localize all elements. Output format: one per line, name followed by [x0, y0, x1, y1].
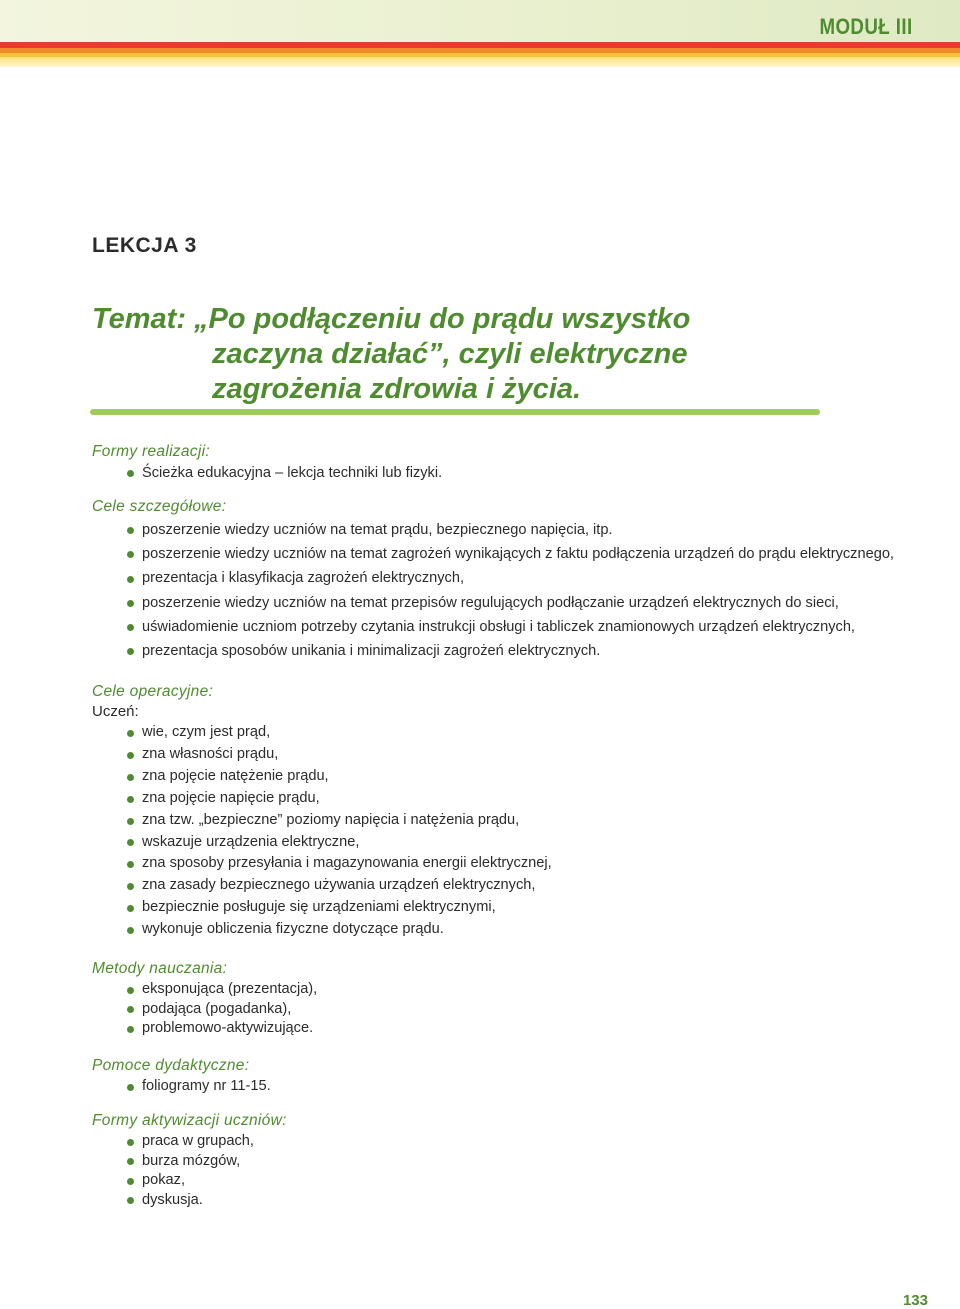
bullet-icon	[127, 1026, 134, 1033]
section-title: Metody nauczania:	[92, 960, 228, 977]
list-item: wskazuje urządzenia elektryczne,	[92, 832, 552, 854]
topic-title	[92, 302, 690, 407]
bullet-icon	[127, 905, 134, 912]
page-number: 133	[902, 1292, 928, 1309]
list-item: zna sposoby przesyłania i magazynowania energii elektrycznej,	[92, 853, 552, 875]
bullet-icon	[127, 752, 134, 759]
topic-line-2: zaczyna działać”, czyli elektryczne	[212, 338, 688, 370]
bullet-icon	[127, 730, 134, 737]
section-title: Cele szczegółowe:	[92, 498, 227, 515]
list-item: podająca (pogadanka),	[92, 1000, 317, 1020]
section-forms	[92, 443, 442, 483]
section-title: Formy aktywizacji uczniów:	[92, 1112, 287, 1129]
list-item: prezentacja sposobów unikania i minimalizacji zagrożeń elektrycznych.	[92, 639, 894, 663]
list-item: wie, czym jest prąd,	[92, 722, 552, 744]
list-item: zna własności prądu,	[92, 744, 552, 766]
list-item: zna tzw. „bezpieczne” poziomy napięcia i natężenia prądu,	[92, 810, 552, 832]
bullet-icon	[127, 818, 134, 825]
bullet-icon	[127, 1178, 134, 1185]
subject-label: Uczeń:	[92, 703, 139, 720]
forms-list	[92, 463, 442, 483]
list-item: poszerzenie wiedzy uczniów na temat prądu, bezpiecznego napięcia, itp.	[92, 518, 894, 542]
topic-line-1: Temat: „Po podłączeniu do prądu wszystko	[92, 303, 691, 335]
section-title: Pomoce dydaktyczne:	[92, 1057, 250, 1074]
bullet-icon	[127, 576, 134, 583]
list-item: Ścieżka edukacyjna – lekcja techniki lub fizyki.	[92, 463, 442, 483]
section-specific-goals	[92, 498, 894, 663]
list-item: pokaz,	[92, 1171, 287, 1191]
bullet-icon	[127, 624, 134, 631]
operational-goals-list	[92, 722, 552, 941]
list-item: poszerzenie wiedzy uczniów na temat zagrożeń wynikających z faktu podłączenia urządzeń do prądu elektrycznego,	[92, 542, 894, 566]
list-item: poszerzenie wiedzy uczniów na temat przepisów regulujących podłączanie urządzeń elektrycznych do sieci,	[92, 591, 894, 615]
methods-list	[92, 980, 317, 1039]
bullet-icon	[127, 861, 134, 868]
bullet-icon	[127, 839, 134, 846]
bullet-icon	[127, 1139, 134, 1146]
bullet-icon	[127, 1158, 134, 1165]
list-item: eksponująca (prezentacja),	[92, 980, 317, 1000]
bullet-icon	[127, 1006, 134, 1013]
list-item: problemowo-aktywizujące.	[92, 1019, 317, 1039]
bullet-icon	[127, 551, 134, 558]
bullet-icon	[127, 648, 134, 655]
bullet-icon	[127, 883, 134, 890]
section-title: Cele operacyjne:	[92, 683, 214, 700]
section-aids	[92, 1057, 271, 1097]
list-item: zna pojęcie natężenie prądu,	[92, 766, 552, 788]
list-item: prezentacja i klasyfikacja zagrożeń elektrycznych,	[92, 566, 894, 590]
aids-list	[92, 1077, 271, 1097]
list-item: zna zasady bezpiecznego używania urządzeń elektrycznych,	[92, 875, 552, 897]
section-operational-goals	[92, 683, 552, 941]
topic-line-3: zagrożenia zdrowia i życia.	[212, 373, 582, 405]
bullet-icon	[127, 470, 134, 477]
list-item: burza mózgów,	[92, 1152, 287, 1172]
bullet-icon	[127, 987, 134, 994]
lesson-heading: LEKCJA 3	[92, 234, 197, 257]
section-methods	[92, 960, 317, 1039]
list-item: uświadomienie uczniom potrzeby czytania instrukcji obsługi i tabliczek znamionowych urządzeń elektrycznych,	[92, 615, 894, 639]
bullet-icon	[127, 796, 134, 803]
header-stripe-light	[0, 57, 960, 67]
bullet-icon	[127, 927, 134, 934]
list-item: foliogramy nr 11-15.	[92, 1077, 271, 1097]
header-band	[0, 0, 960, 42]
specific-goals-list	[92, 518, 894, 663]
module-label: MODUŁ III	[819, 14, 913, 39]
list-item: praca w grupach,	[92, 1132, 287, 1152]
list-item: dyskusja.	[92, 1191, 287, 1211]
section-title: Formy realizacji:	[92, 443, 210, 460]
title-underline	[90, 409, 820, 415]
section-activation	[92, 1112, 287, 1210]
list-item: zna pojęcie napięcie prądu,	[92, 788, 552, 810]
list-item: wykonuje obliczenia fizyczne dotyczące prądu.	[92, 919, 552, 941]
list-item: bezpiecznie posługuje się urządzeniami elektrycznymi,	[92, 897, 552, 919]
bullet-icon	[127, 1084, 134, 1091]
bullet-icon	[127, 1197, 134, 1204]
bullet-icon	[127, 527, 134, 534]
bullet-icon	[127, 774, 134, 781]
activation-list	[92, 1132, 287, 1210]
bullet-icon	[127, 600, 134, 607]
